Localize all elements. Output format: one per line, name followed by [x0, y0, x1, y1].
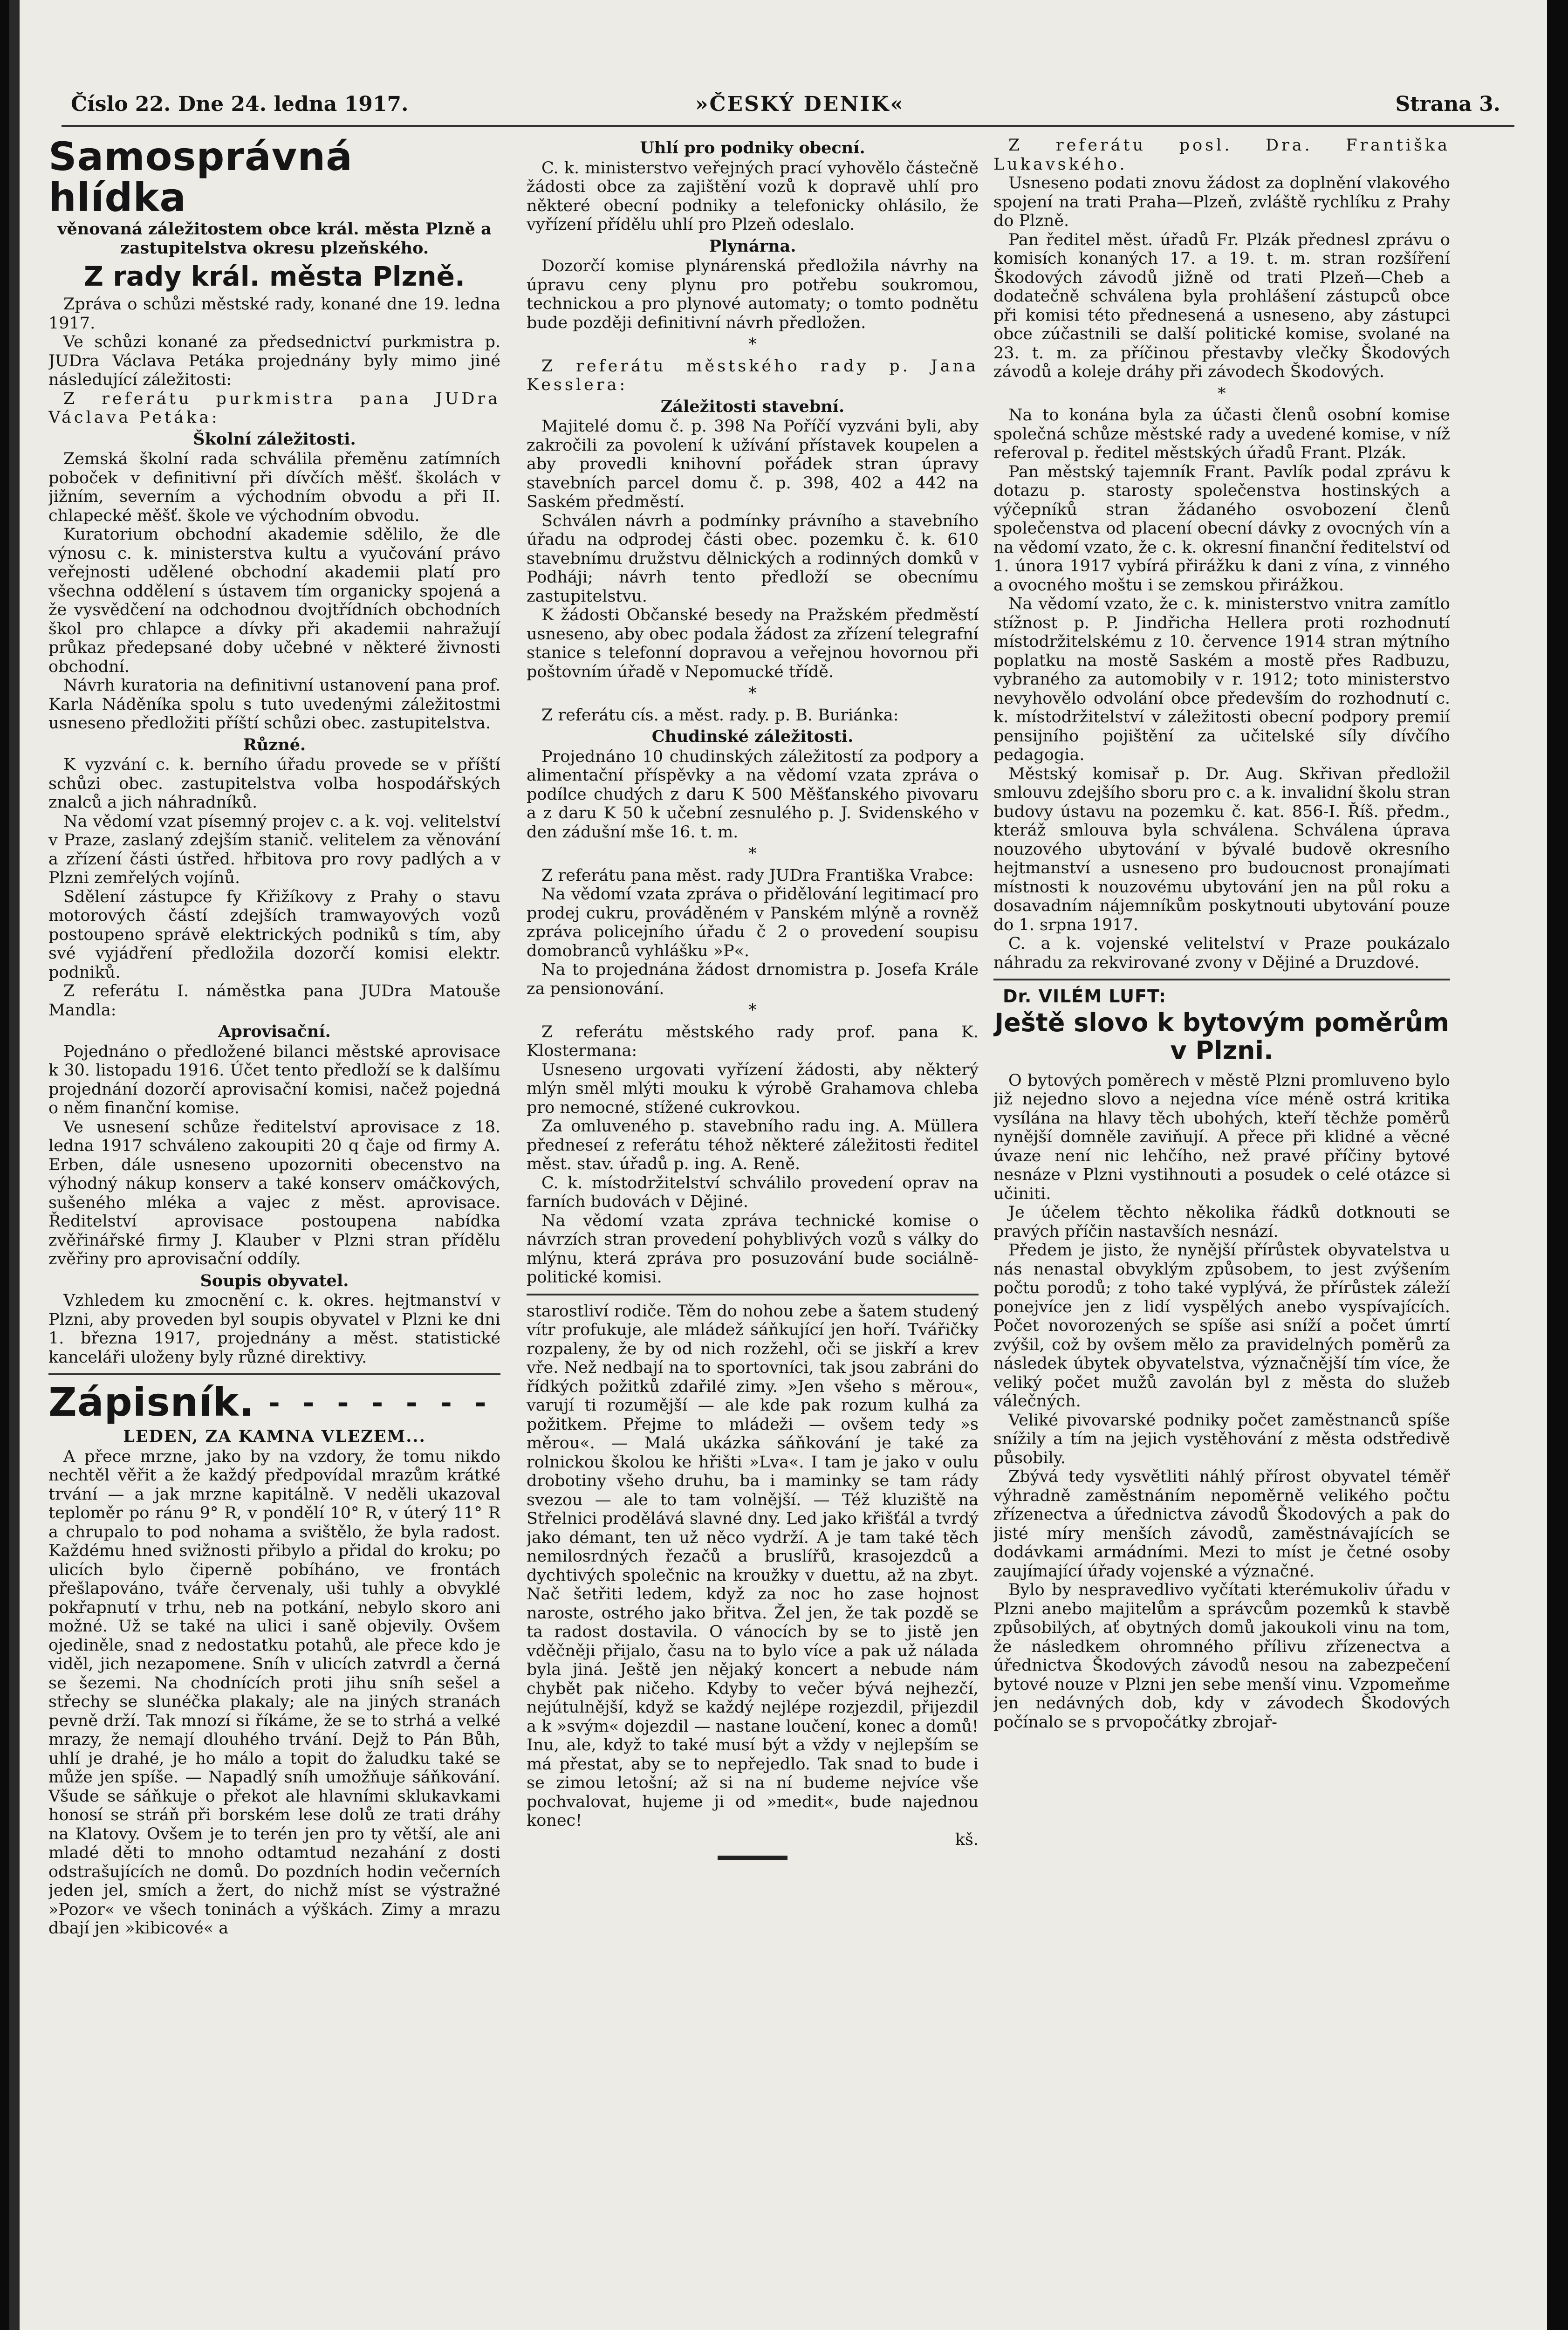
column-right	[993, 136, 1450, 2317]
column-middle	[527, 136, 979, 2317]
paragraph: Vzhledem ku zmocnění c. k. okres. hejtmanství v Plzni, aby proveden byl soupis obyvatel v Plzni ke dni 1. března 1917, projednány a měst. statistické kanceláři uloženy byly různé direktivy.	[48, 1291, 500, 1367]
signature: kš.	[955, 1830, 979, 1849]
paragraph: Zbývá tedy vysvětliti náhlý přírost obyvatel téměř výhradně zaměstnáním nepoměrně velikého počtu zřízenectva a úřednictva závodů Škodových a pak do jisté míry menších závodů, zaměstnávajících se dodávkami armádními. Mezi to míst je četné osoby zaujímající úřady vojenské a význačné.	[993, 1467, 1450, 1581]
paragraph: Majitelé domu č. p. 398 Na Poříčí vyzváni byli, aby zakročili za povolení k užívání přístavek koupelen a aby provedli knihovní pořádek stran úpravy stavebních parcel domu č. p. 398, 402 a 442 na Saském předměstí.	[527, 417, 979, 511]
paragraph: K vyzvání c. k. berního úřadu provede se v příští schůzi obec. zastupitelstva volba hospodářských znalců a jich náhradníků.	[48, 755, 500, 812]
paragraph: O bytových poměrech v městě Plzni promluveno bylo již nejedno slovo a nejedna více méně ostrá kritika vysílána na hlavy těch ubohých, kteří těchže poměrů nynější domněle zaviňují. A přece při klidné a věcné úvaze není nic lehčího, než pravé příčiny bytové nesnáze v Plzni vystihnouti a posudek o celé otázce si učiniti.	[993, 1071, 1450, 1203]
paragraph: Ve schůzi konané za předsednictví purkmistra p. JUDra Václava Petáka projednány byly mimo jiné následující záležitosti:	[48, 333, 500, 389]
paragraph: C. k. místodržitelství schválilo provedení oprav na farních budovách v Dějiné.	[527, 1173, 979, 1211]
newspaper-page	[9, 0, 1547, 2330]
paragraph: Z referátu purkmistra pana JUDra Václava Petáka:	[48, 389, 500, 427]
divider	[48, 1373, 500, 1375]
subheading: Soupis obyvatel.	[200, 1271, 349, 1290]
paragraph: C. k. ministerstvo veřejných prací vyhovělo částečně žádosti obce za zajištění vozů k dopravě uhlí pro některé obecní podniky a telefonicky ohlásilo, že vyřízení přídělu uhlí pro Plzeň odeslalo.	[527, 158, 979, 234]
paragraph: Z referátu cís. a měst. rady. p. B. Buriánka:	[541, 706, 899, 725]
subheading: Záležitosti stavební.	[660, 397, 845, 416]
paragraph: C. a k. vojenské velitelství v Praze poukázalo náhradu za rekvirované zvony v Dějiné a Druzdové.	[993, 934, 1450, 972]
page-header	[62, 92, 1514, 127]
subheading: Uhlí pro podniky obecní.	[640, 138, 865, 158]
paragraph: starostliví rodiče. Těm do nohou zebe a šatem studený vítr profukuje, ale mládež sáňkující jen hoří. Tvářičky rozpaleny, že by od nich rozžehl, oči se jiskří a krev vře. Než nedbají na to sportovníci, tak jsou zabráni do řídkých požitků zdařilé zimy. »Jen všeho s měrou«, varují ti rozumější — ale kde pak rozum kulhá za požitkem. Přejme to mládeži — ovšem tedy »s měrou«. — Malá ukázka sáňkování je také za rolnickou školou ke hřišti »Lva«. I tam je jako v oulu drobotiny všeho druhu, ba i maminky se tam rády svezou — ale to tam volnější. — Též kluziště na Střelnici prodělává slavné dny. Led jako křišťál a tvrdý jako démant, ten už něco vydrží. A je tam také těch nemilosrdných řezačů a bruslířů, krasojezdců a dychtivých společnic na kroužky v duettu, až na zbyt. Nač šetřiti ledem, když za noc ho zase hojnost naroste, ostrého jako břitva. Žel jen, že tak pozdě se ta radost dostavila. O vánocích by se to jistě jen vděčněji přijalo, času na to bylo více a pak už nálada byla jiná. Ještě jen nějaký koncert a nebude nám chybět pak ničeho. Kdyby to večer bývá nejhezčí, nejútulnější, když se každý nejlépe rozjezdil, přijezdil a k »svým« dojezdil — nastane loučení, konec a domů! Inu, ale, když to také musí být a vždy v nejlepším se má přestat, aby se to nepřejedlo. Tak snad to bude i se zimou letošní; až si na ní budeme nejvíce vše pochvalovat, hujeme ji od »medit«, bude najednou konec!	[527, 1302, 979, 1830]
paragraph: Na vědomí vzat písemný projev c. a k. voj. velitelství v Praze, zaslaný zdejším stanič. velitelem za věnování a zřízení části ústřed. hřbitova pro rovy padlých a v Plzni zemřelých vojínů.	[48, 812, 500, 887]
zapisnik-subtitle: LEDEN, ZA KAMNA VLEZEM...	[123, 1427, 426, 1446]
paragraph: Zemská školní rada schválila přeměnu zatímních poboček v definitivní při dívčích měšť. školách v jižním, severním a východním obvodu a při II. chlapecké měšť. škole ve východním obvodu.	[48, 450, 500, 525]
zapisnik-dashes: - - - - - - -	[268, 1386, 493, 1419]
paragraph: Bylo by nespravedlivo vyčítati kterémukoliv úřadu v Plzni anebo majitelům a správcům pozemků k stavbě způsobilých, ať obytných domů jakoukoli vinu na tom, že následkem ohromného přílivu zřízenectva a úřednictva Škodových závodů nesou na zabezpečení bytové nouze v Plzni jen sebe menší vinu. Vzpomeňme jen nedávných dob, kdy v závodech Škodových počínalo se s prvopočátky zbrojař-	[993, 1581, 1450, 1732]
article-author: Dr. VILÉM LUFT:	[1003, 986, 1167, 1007]
paragraph: Pan městský tajemník Frant. Pavlík podal zprávu k dotazu p. starosty společenstva hostinských a výčepníků stran žádaného osvobození členů společenstva od placení obecní dávky z ovocných vín a na vědomí vzato, že c. k. okresní finanční ředitelství od 1. února 1917 vybírá přirážku k dani z vína, z vinného a ovocného moštu i se zemskou přirážkou.	[993, 462, 1450, 595]
paragraph: Usneseno podati znovu žádost za doplnění vlakového spojení na trati Praha—Plzeň, zvláště rychlíku z Prahy do Plzně.	[993, 174, 1450, 230]
subheading: Chudinské záležitosti.	[651, 727, 854, 746]
paragraph: Usneseno urgovati vyřízení žádosti, aby některý mlýn směl mlýti mouku k výrobě Grahamova chleba pro nemocné, stížené cukrovkou.	[527, 1060, 979, 1117]
divider	[527, 1294, 979, 1295]
paragraph: K žádosti Občanské besedy na Pražském předměstí usneseno, aby obec podala žádost za zřízení telegrafní stanice s telefonní dopravou a veřejnou hovornou při poštovním úřadě v Nepomucké třídě.	[527, 606, 979, 681]
article-title: Ještě slovo k bytovým poměrům v Plzni.	[994, 1007, 1449, 1065]
paragraph: Předem je jisto, že nynější přírůstek obyvatelstva u nás nenastal obvyklým způsobem, to jest zvýšením počtu porodů; z toho také vyplývá, že přírůstek záleží ponejvíce jen z lidí vyspělých anebo vyspívajících. Počet novorozených se spíše asi sníží a počet úmrtí zvýšil, což by ovšem mělo za pravidelných poměrů za následek úbytek obyvatelstva, význačnější tím více, že veliký počet mužů zavolán byl z města do služeb válečných.	[993, 1241, 1450, 1411]
paragraph: Za omluveného p. stavebního radu ing. A. Müllera předneseí z referátu téhož některé záležitosti ředitel měst. stav. úřadů p. ing. A. Reně.	[527, 1117, 979, 1173]
subheading: Různé.	[243, 735, 306, 754]
separator-star: *	[1218, 384, 1226, 403]
section-subtitle: věnovaná záležitostem obce král. města Plzně a zastupitelstva okresu plzeňského.	[57, 219, 492, 258]
paragraph: Ve usnesení schůze ředitelství aprovisace z 18. ledna 1917 schváleno zakoupiti 20 q čaje od firmy A. Erben, dále usneseno upozorniti obecenstvo na výhodný nákup konserv a také konserv omáčkových, sušeného mléka a vajec z měst. aprovisace. Ředitelství aprovisace postoupena nabídka zvěřinářské firmy J. Klauber v Plzni stran přídělu zvěřiny pro aprovisační oddíly.	[48, 1117, 500, 1268]
paragraph: Pojednáno o předložené bilanci městské aprovisace k 30. listopadu 1916. Účet tento předloží se k dalšímu projednání dozorčí aprovisační komisi, načež pojedná o něm finanční komise.	[48, 1042, 500, 1117]
paragraph: Kuratorium obchodní akademie sdělilo, že dle výnosu c. k. ministerstva kultu a vyučování právo veřejnosti udělené obchodní akademii platí pro všechna oddělení s ústavem tím organicky spojená a že vysvědčení na odchodnou dvojtřídních obchodních škol pro chlapce a dívky při akademii nahražují průkaz předepsané doby učebné v některé živnosti obchodní.	[48, 525, 500, 676]
divider	[993, 979, 1450, 980]
paper-name: »ČESKÝ DENIK«	[695, 92, 904, 116]
zapisnik-heading	[48, 1379, 500, 1425]
paragraph: Na vědomí vzata zpráva o přidělování legitimací pro prodej cukru, prováděném v Panském mlýně a rovněž zpráva policejního úřadu č 2 o provedení soupisu domobranců vyhlášku »P«.	[527, 885, 979, 960]
separator-star: *	[748, 684, 757, 703]
issue-date: Dne 24. ledna 1917.	[178, 92, 409, 116]
paragraph: Na to projednána žádost drnomistra p. Josefa Krále za pensionování.	[527, 960, 979, 998]
end-mark	[718, 1856, 787, 1860]
paragraph: Pan ředitel měst. úřadů Fr. Plzák přednesl zprávu o komisích konaných 17. a 19. t. m. stran rozšíření Škodových závodů jižně od trati Plzeň—Cheb a dodatečně schválena byla prohlášení zástupců obce při komisi této přednesená a usneseno, aby zástupci obce zúčastnili se další politické komise, svolané na 23. t. m. za příčinou přestavby vlečky Škodových závodů a koleje dráhy při závodech Škodových.	[993, 230, 1450, 381]
page-number: Strana 3.	[1395, 92, 1500, 116]
section-title: Samosprávná hlídka	[48, 136, 353, 220]
paragraph: Městský komisař p. Dr. Aug. Skřivan předložil smlouvu zdejšího sboru pro c. a k. invalidní školu stran budovy ústavu na pozemku č. kat. 856-I. Říš. předm., kteráž smlouva byla schválena. Schválena úprava nouzového ubytování v bývalé budově okresního hejtmanství a usneseno pro budoucnost pronajímati místnosti k nouzovému ubytování jen na půl roku a dosavadním nájemníkům poskytnouti ubytování pouze do 1. srpna 1917.	[993, 764, 1450, 934]
paragraph: Na to konána byla za účasti členů osobní komise společná schůze městské rady a uvedené komise, v níž referoval p. ředitel městských úřadů Frant. Plzák.	[993, 406, 1450, 462]
subheading: Školní záležitosti.	[193, 429, 356, 449]
column-left	[48, 136, 500, 2317]
paragraph: Z referátu městského rady prof. pana K. Klostermana:	[527, 1022, 979, 1060]
paragraph: Projednáno 10 chudinských záležitostí za podpory a alimentační příspěvky a na vědomí vzata zpráva o podílce chudých z daru K 500 Měšťanského pivovaru a z daru K 50 k učební zesnulého p. J. Svidenského v den zádušní mše 16. t. m.	[527, 747, 979, 842]
article-title: Z rady král. města Plzně.	[83, 260, 466, 292]
paragraph: Zpráva o schůzi městské rady, konané dne 19. ledna 1917.	[48, 295, 500, 333]
paragraph: Na vědomí vzata zpráva technické komise o návrzích stran provedení pohyblivých vozů s války do mlýnu, která zpráva pro posuzování bude sociálně-politické komisi.	[527, 1211, 979, 1287]
paragraph: Z referátu pana měst. rady JUDra Františka Vrabce:	[541, 866, 974, 885]
separator-star: *	[748, 335, 757, 354]
paragraph: Z referátu posl. Dra. Františka Lukavského.	[993, 136, 1450, 174]
paragraph: Z referátu I. náměstka pana JUDra Matouše Mandla:	[48, 982, 500, 1020]
subheading: Aprovisační.	[218, 1022, 331, 1041]
issue-number: Číslo 22.	[71, 92, 171, 116]
paragraph: Na vědomí vzato, že c. k. ministerstvo vnitra zamítlo stížnost p. P. Jindřicha Hellera proti rozhodnutí místodržitelskému z 10. července 1914 stran mýtního poplatku na mostě Saském a mostě přes Radbuzu, vybraného za automobily v r. 1912; toto ministerstvo nevyhovělo odvolání obce především do rozhodnutí c. k. místodržitelství v záležitosti obecní podpory premií pensijního pojištění za učitelské síly dívčího pedagogia.	[993, 595, 1450, 764]
paragraph: Sdělení zástupce fy Křižíkovy z Prahy o stavu motorových částí zdejších tramwayových vozů postoupeno správě elektrických podniků s tím, aby své vyjádření předložila dozorčí komisi elektr. podniků.	[48, 887, 500, 982]
paragraph: A přece mrzne, jako by na vzdory, že tomu nikdo nechtěl věřit a že každý předpovídal mrazům krátké trvání — a jak mrzne kapitálně. V neděli ukazoval teploměr po ránu 9° R, v pondělí 10° R, v úterý 11° R a chrupalo to pod nohama a svištělo, že byla radost. Každému hned svižnosti přibylo a přidal do kroku; po ulicích bylo čiperně pobíháno, ve frontách přešlapováno, tváře červenaly, uši tuhly a obvyklé pokřapnutí v trhu, neb na potkání, nebylo skoro ani možné. Už se také na ulici i saně objevily. Ovšem ojediněle, snad z nedostatku potahů, ale přece kdo je viděl, jich nezapomene. Sníh v ulicích zatvrdl a černá se šezemi. Na chodnících proti jihu sníh sešel a střechy se slunéčka plakaly; ale na jiných stranách pevně drží. Tak mnozí si říkáme, že se to strhá a velké mrazy, že nemají dlouhého trvání. Dejž to Pán Bůh, uhlí je drahé, je ho málo a topit do žaludku také se může jen spíše. — Napadlý sníh umožňuje sáňkování. Všude se sáňkuje o překot ale hlavními sklukavkami honosí se stráň při borském lese dolů ze trati dráhy na Klatovy. Ovšem je to terén jen pro ty větší, ale ani mladé děti to mnoho odtamtud nezahání z dosti odstrašujících ne domů. Do pozdních hodin večerních jeden jel, smích a žert, do nichž míst se výstražné »Pozor« ve všech toninách a výškách. Zimy a mrazu dbají jen »kibicové« a	[48, 1447, 500, 1938]
subheading: Plynárna.	[709, 236, 796, 256]
paragraph: Návrh kuratoria na definitivní ustanovení pana prof. Karla Náděníka spolu s tuto uvedenými záležitostmi usneseno předložiti příští schůzi obec. zastupitelstva.	[48, 676, 500, 733]
paragraph: Dozorčí komise plynárenská předložila návrhy na úpravu ceny plynu pro potřebu soukromou, technickou a pro plynové automaty; o tomto podnětu bude později definitivní návrh předložen.	[527, 257, 979, 332]
zapisnik-title: Zápisník.	[48, 1379, 254, 1425]
paragraph: Schválen návrh a podmínky právního a stavebního úřadu na odprodej části obec. pozemku č. k. 610 stavebnímu družstvu dělnických a rodinných domků v Podháji; návrh tento předloží se obecnímu zastupitelstvu.	[527, 511, 979, 606]
separator-star: *	[748, 844, 757, 863]
paragraph: Veliké pivovarské podniky počet zaměstnanců spíše snížily a tím na jejich vystěhování z města odstředivě působily.	[993, 1411, 1450, 1467]
paragraph: Je účelem těchto několika řádků dotknouti se pravých příčin nastavších nesnází.	[993, 1203, 1450, 1241]
separator-star: *	[748, 1001, 757, 1020]
paragraph: Z referátu městského rady p. Jana Kesslera:	[527, 356, 979, 394]
